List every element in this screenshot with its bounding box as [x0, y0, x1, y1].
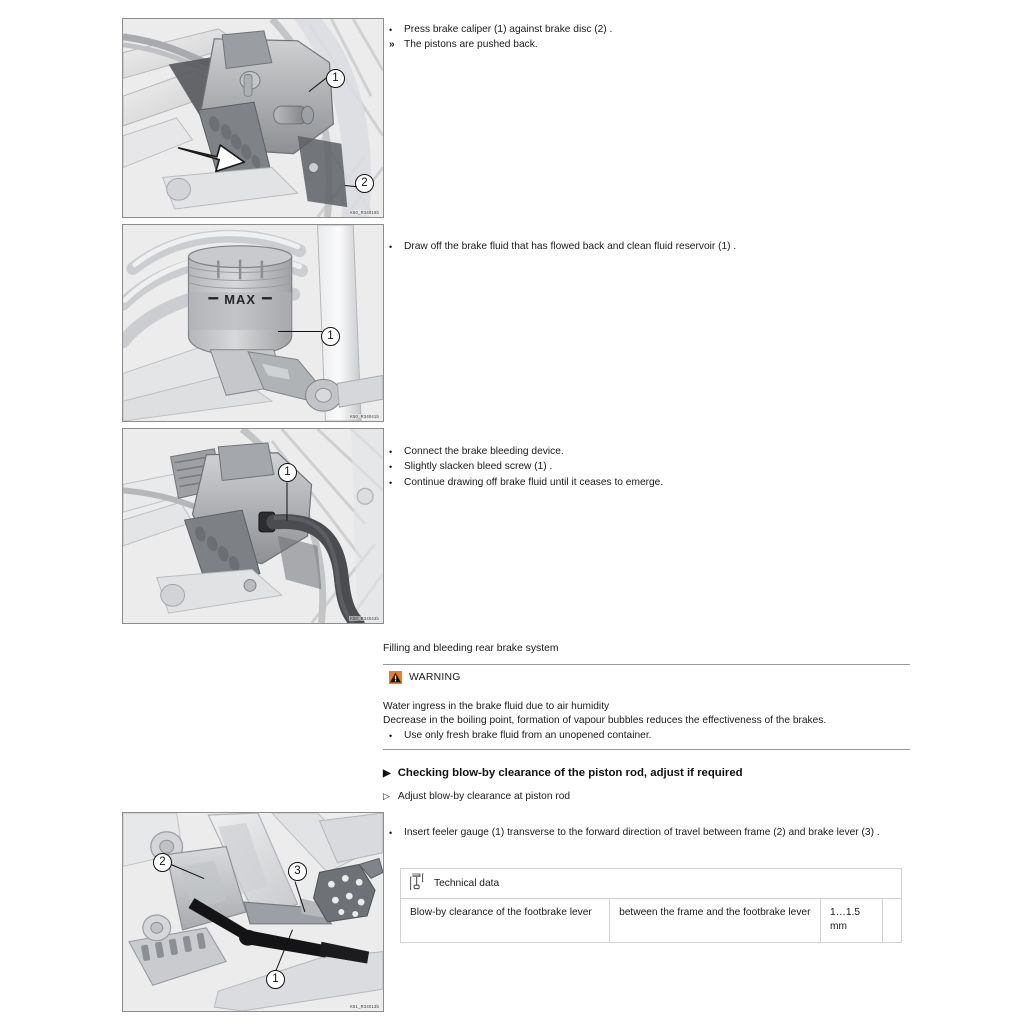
figure-brake-caliper — [122, 18, 384, 218]
bullet-icon — [389, 445, 401, 460]
subheading-text: Adjust blow-by clearance at piston rod — [397, 791, 571, 802]
figure-4-callout-1: 1 — [266, 970, 285, 989]
callout-1: 1 — [326, 69, 345, 88]
caliper-measure-icon — [410, 873, 425, 895]
list-item-text: Slightly slacken bleed screw (1) . — [404, 461, 553, 473]
bullet-icon — [389, 23, 401, 38]
warning-header — [389, 671, 461, 684]
heading-checking-blow-by — [383, 767, 928, 779]
figure-4-callout-2: 2 — [153, 853, 172, 872]
list-item-text: Insert feeler gauge (1) transverse to the forward direction of travel between frame (2) and brake lever (3) . — [404, 827, 880, 838]
technical-data-label: Technical data — [434, 878, 500, 889]
figure-bleed-screw — [122, 428, 384, 624]
list-item — [383, 826, 911, 840]
figure-brake-caliper-illustration — [123, 19, 383, 217]
list-item-text: Connect the brake bleeding device. — [404, 446, 564, 457]
warning-block — [383, 664, 910, 750]
figure-code: K51_R34013b — [350, 1004, 379, 1009]
step-press-caliper — [383, 23, 928, 54]
warning-body — [383, 700, 910, 743]
warning-triangle-icon — [389, 671, 402, 684]
step-insert-feeler-gauge — [383, 826, 911, 841]
step-list — [383, 826, 911, 840]
table-cell-name: Blow-by clearance of the footbrake lever — [401, 899, 610, 942]
warning-label: WARNING — [409, 672, 461, 683]
bullet-icon — [389, 460, 401, 475]
step-list — [383, 240, 928, 254]
step-bleeding-device — [383, 445, 928, 491]
list-item-text: Continue drawing off brake fluid until it ceases to emerge. — [404, 476, 664, 488]
figure-fluid-reservoir — [122, 224, 384, 422]
warning-bullets — [383, 729, 910, 743]
step-draw-off-fluid — [383, 240, 928, 255]
technical-data-table — [400, 868, 902, 943]
list-item-text: Press brake caliper (1) against brake disc (2) . — [404, 24, 613, 35]
list-item — [383, 38, 928, 52]
warning-rule-top — [383, 664, 910, 665]
figure-fluid-reservoir-illustration — [123, 225, 383, 421]
warning-headline: Water ingress in the brake fluid due to air humidity — [383, 701, 610, 712]
figure-3-callout-1-leader — [287, 483, 288, 521]
list-item — [383, 445, 928, 459]
bullet-icon — [389, 729, 392, 744]
table-row — [401, 899, 901, 942]
table-cell-condition: between the frame and the footbrake lever — [610, 899, 821, 942]
warning-rule-bottom — [383, 749, 910, 750]
bullet-icon — [389, 240, 401, 255]
section-title: Filling and bleeding rear brake system — [383, 643, 559, 654]
triangle-right-filled-icon: ▶ — [383, 768, 391, 779]
svg-text:MAX: MAX — [224, 292, 256, 308]
step-list — [383, 445, 928, 490]
list-item — [383, 476, 928, 490]
warning-detail: Decrease in the boiling point, formation of vapour bubbles reduces the effectiveness of the brakes. — [383, 715, 827, 727]
bullet-icon — [389, 826, 401, 841]
callout-2: 2 — [355, 174, 374, 193]
table-cell-value: 1…1.5 mm — [821, 899, 883, 942]
list-item — [383, 729, 910, 743]
step-list — [383, 23, 928, 53]
figure-bleed-screw-illustration — [123, 429, 383, 623]
list-item — [383, 23, 928, 37]
figure-2-callout-1-leader — [278, 331, 322, 332]
figure-code: K50_R34041b — [350, 414, 379, 419]
list-item-text: Use only fresh brake fluid from an unopened container. — [404, 729, 652, 741]
list-item — [383, 460, 928, 474]
figure-4-callout-3: 3 — [288, 862, 307, 881]
table-cell-extra — [883, 899, 901, 942]
figure-2-callout-1: 1 — [321, 327, 340, 346]
figure-code: K50_R34043b — [350, 616, 379, 621]
figure-code: K50_R34019b — [350, 210, 379, 215]
triangle-right-outline-icon: ▷ — [383, 791, 390, 801]
list-item-text: The pistons are pushed back. — [404, 39, 538, 51]
heading-text: Checking blow-by clearance of the piston rod, adjust if required — [397, 767, 743, 779]
figure-feeler-gauge — [122, 812, 384, 1012]
result-arrow-icon — [389, 38, 401, 52]
subheading-adjust-blow-by — [383, 791, 928, 802]
list-item — [383, 240, 928, 254]
technical-data-header — [401, 869, 901, 899]
list-item-text: Draw off the brake fluid that has flowed back and clean fluid reservoir (1) . — [404, 241, 737, 252]
figure-3-callout-1: 1 — [278, 463, 297, 482]
figure-feeler-gauge-illustration — [123, 813, 383, 1011]
bullet-icon — [389, 476, 401, 491]
